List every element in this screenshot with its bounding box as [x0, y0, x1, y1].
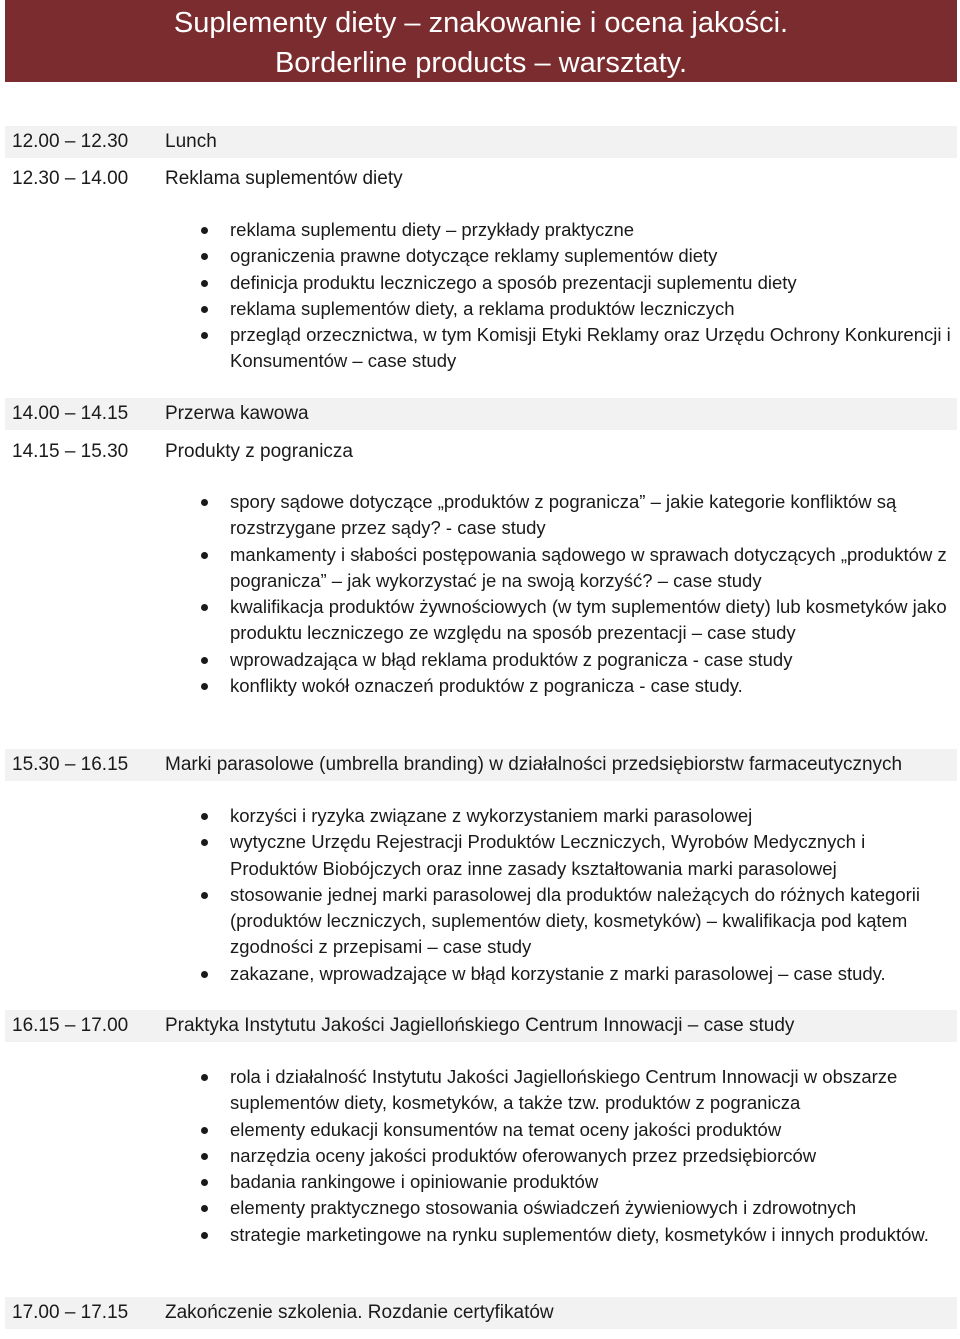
list-item: zakazane, wprowadzające w błąd korzystanie z marki parasolowej – case study.	[230, 961, 954, 987]
schedule-row-umbrella-branding	[5, 749, 957, 781]
schedule-row-coffee-break	[5, 398, 957, 430]
list-item: badania rankingowe i opiniowanie produktów	[230, 1169, 954, 1195]
session-time: 17.00 – 17.15	[12, 1302, 129, 1323]
header-title-line1: Suplementy diety – znakowanie i ocena jakości.	[173, 7, 789, 39]
schedule-row-closing	[5, 1297, 957, 1329]
session-title: Praktyka Instytutu Jakości Jagiellońskiego Centrum Innowacji – case study	[165, 1015, 795, 1036]
list-item: mankamenty i słabości postępowania sądowego w sprawach dotyczących „produktów z pogranicza” – jak wykorzystać je na swoją korzyść? – case study	[230, 542, 954, 595]
session-topics-list	[230, 803, 954, 987]
session-title: Produkty z pogranicza	[165, 441, 353, 462]
session-title: Przerwa kawowa	[165, 403, 309, 424]
list-item: konflikty wokół oznaczeń produktów z pogranicza - case study.	[230, 673, 954, 699]
list-item: spory sądowe dotyczące „produktów z pogranicza” – jakie kategorie konfliktów są rozstrzygane przez sądy? - case study	[230, 489, 954, 542]
session-time: 14.15 – 15.30	[12, 441, 129, 462]
session-title: Zakończenie szkolenia. Rozdanie certyfikatów	[165, 1302, 554, 1323]
schedule-row-institute-practice	[5, 1010, 957, 1042]
list-item: elementy edukacji konsumentów na temat oceny jakości produktów	[230, 1117, 954, 1143]
session-title: Marki parasolowe (umbrella branding) w działalności przedsiębiorstw farmaceutycznych	[165, 754, 903, 775]
list-item: rola i działalność Instytutu Jakości Jagiellońskiego Centrum Innowacji w obszarze suplementów diety, kosmetyków, a także tzw. produktów z pogranicza	[230, 1064, 954, 1117]
session-topics-list	[230, 217, 954, 375]
list-item: ograniczenia prawne dotyczące reklamy suplementów diety	[230, 243, 954, 269]
list-item: stosowanie jednej marki parasolowej dla produktów należących do różnych kategorii (produktów leczniczych, suplementów diety, kosmetyków) – kwalifikacja pod kątem zgodności z przepisami – case study	[230, 882, 954, 961]
session-time: 14.00 – 14.15	[12, 403, 129, 424]
session-time: 16.15 – 17.00	[12, 1015, 129, 1036]
schedule-row-lunch	[5, 126, 957, 158]
list-item: wprowadzająca w błąd reklama produktów z pogranicza - case study	[230, 647, 954, 673]
header-title-line2: Borderline products – warsztaty.	[274, 47, 688, 79]
list-item: strategie marketingowe na rynku suplementów diety, kosmetyków i innych produktów.	[230, 1222, 954, 1248]
session-topics-list	[230, 489, 954, 699]
list-item: narzędzia oceny jakości produktów oferowanych przez przedsiębiorców	[230, 1143, 954, 1169]
session-title: Lunch	[165, 131, 217, 152]
session-title: Reklama suplementów diety	[165, 168, 403, 189]
session-topics-list	[230, 1064, 954, 1248]
list-item: przegląd orzecznictwa, w tym Komisji Etyki Reklamy oraz Urzędu Ochrony Konkurencji i Konsumentów – case study	[230, 322, 954, 375]
schedule-row-borderline-products	[5, 436, 957, 468]
session-time: 12.30 – 14.00	[12, 168, 129, 189]
list-item: elementy praktycznego stosowania oświadczeń żywieniowych i zdrowotnych	[230, 1195, 954, 1221]
list-item: definicja produktu leczniczego a sposób prezentacji suplementu diety	[230, 270, 954, 296]
list-item: wytyczne Urzędu Rejestracji Produktów Leczniczych, Wyrobów Medycznych i Produktów Biobójczych oraz inne zasady kształtowania marki parasolowej	[230, 829, 954, 882]
list-item: kwalifikacja produktów żywnościowych (w tym suplementów diety) lub kosmetyków jako produktu leczniczego ze względu na sposób prezentacji – case study	[230, 594, 954, 647]
list-item: reklama suplementu diety – przykłady praktyczne	[230, 217, 954, 243]
page-header	[5, 0, 957, 82]
list-item: korzyści i ryzyka związane z wykorzystaniem marki parasolowej	[230, 803, 954, 829]
session-time: 15.30 – 16.15	[12, 754, 129, 775]
list-item: reklama suplementów diety, a reklama produktów leczniczych	[230, 296, 954, 322]
session-time: 12.00 – 12.30	[12, 131, 129, 152]
schedule-row-advertising	[5, 163, 957, 195]
